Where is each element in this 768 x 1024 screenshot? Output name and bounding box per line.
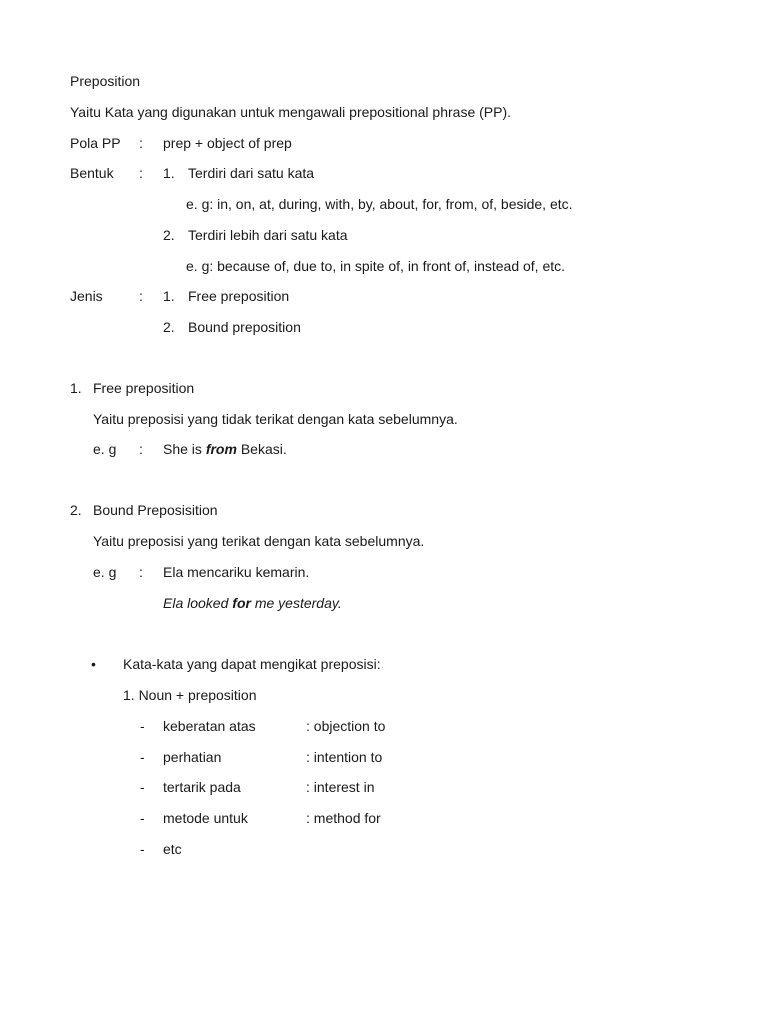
binding-item-indonesian: tertarik pada [163, 779, 241, 795]
binding-item-indonesian: metode untuk [163, 810, 248, 826]
bound-eg-colon: : [139, 564, 143, 580]
bullet-icon: • [91, 656, 96, 672]
bound-example-after: me yesterday. [250, 595, 342, 611]
jenis-item-text: Bound preposition [188, 319, 301, 335]
free-section-number: 1. [70, 380, 82, 396]
free-section-heading: Free preposition [93, 380, 195, 396]
binding-item-indonesian: keberatan atas [163, 718, 256, 734]
binding-subheading: 1. Noun + preposition [123, 687, 257, 703]
bound-example-indonesian: Ela mencariku kemarin. [163, 564, 310, 580]
bentuk-item-example: e. g: because of, due to, in spite of, in front of, instead of, etc. [186, 258, 566, 274]
free-section-definition: Yaitu preposisi yang tidak terikat dengan kata sebelumnya. [93, 411, 458, 427]
free-eg-label: e. g [93, 441, 117, 457]
bentuk-item-number: 2. [163, 227, 175, 243]
jenis-item-number: 2. [163, 319, 175, 335]
dash-icon: - [140, 841, 145, 857]
free-example-after: Bekasi. [236, 441, 287, 457]
bentuk-colon: : [139, 165, 143, 181]
bound-eg-label: e. g [93, 564, 117, 580]
page-title: Preposition [70, 73, 141, 89]
dash-icon: - [140, 779, 145, 795]
binding-item-indonesian: etc [163, 841, 182, 857]
jenis-label: Jenis [70, 288, 103, 304]
free-example-highlight: from [205, 441, 237, 457]
bound-example-english [163, 594, 342, 612]
dash-icon: - [140, 718, 145, 734]
binding-item-english: : interest in [306, 779, 375, 795]
free-eg-colon: : [139, 441, 143, 457]
bentuk-label: Bentuk [70, 165, 114, 181]
bentuk-item-example: e. g: in, on, at, during, with, by, about, for, from, of, beside, etc. [186, 196, 573, 212]
free-example-before: She is [163, 441, 206, 457]
definition-text: Yaitu Kata yang digunakan untuk mengawali prepositional phrase (PP). [70, 104, 512, 120]
bound-example-highlight: for [232, 595, 251, 611]
bentuk-item-text: Terdiri dari satu kata [188, 165, 315, 181]
pola-colon: : [139, 135, 143, 151]
jenis-colon: : [139, 288, 143, 304]
binding-heading: Kata-kata yang dapat mengikat preposisi: [123, 656, 381, 672]
pola-label: Pola PP [70, 135, 121, 151]
bentuk-item-number: 1. [163, 165, 175, 181]
jenis-item-number: 1. [163, 288, 175, 304]
binding-item-english: : intention to [306, 749, 383, 765]
dash-icon: - [140, 810, 145, 826]
jenis-item-text: Free preposition [188, 288, 290, 304]
free-example [163, 440, 287, 458]
dash-icon: - [140, 749, 145, 765]
bound-example-before: Ela looked [163, 595, 233, 611]
binding-item-english: : method for [306, 810, 381, 826]
binding-item-english: : objection to [306, 718, 386, 734]
bound-section-definition: Yaitu preposisi yang terikat dengan kata sebelumnya. [93, 533, 425, 549]
bound-section-number: 2. [70, 502, 82, 518]
pola-value: prep + object of prep [163, 135, 292, 151]
binding-item-indonesian: perhatian [163, 749, 222, 765]
bound-section-heading: Bound Preposisition [93, 502, 218, 518]
bentuk-item-text: Terdiri lebih dari satu kata [188, 227, 348, 243]
